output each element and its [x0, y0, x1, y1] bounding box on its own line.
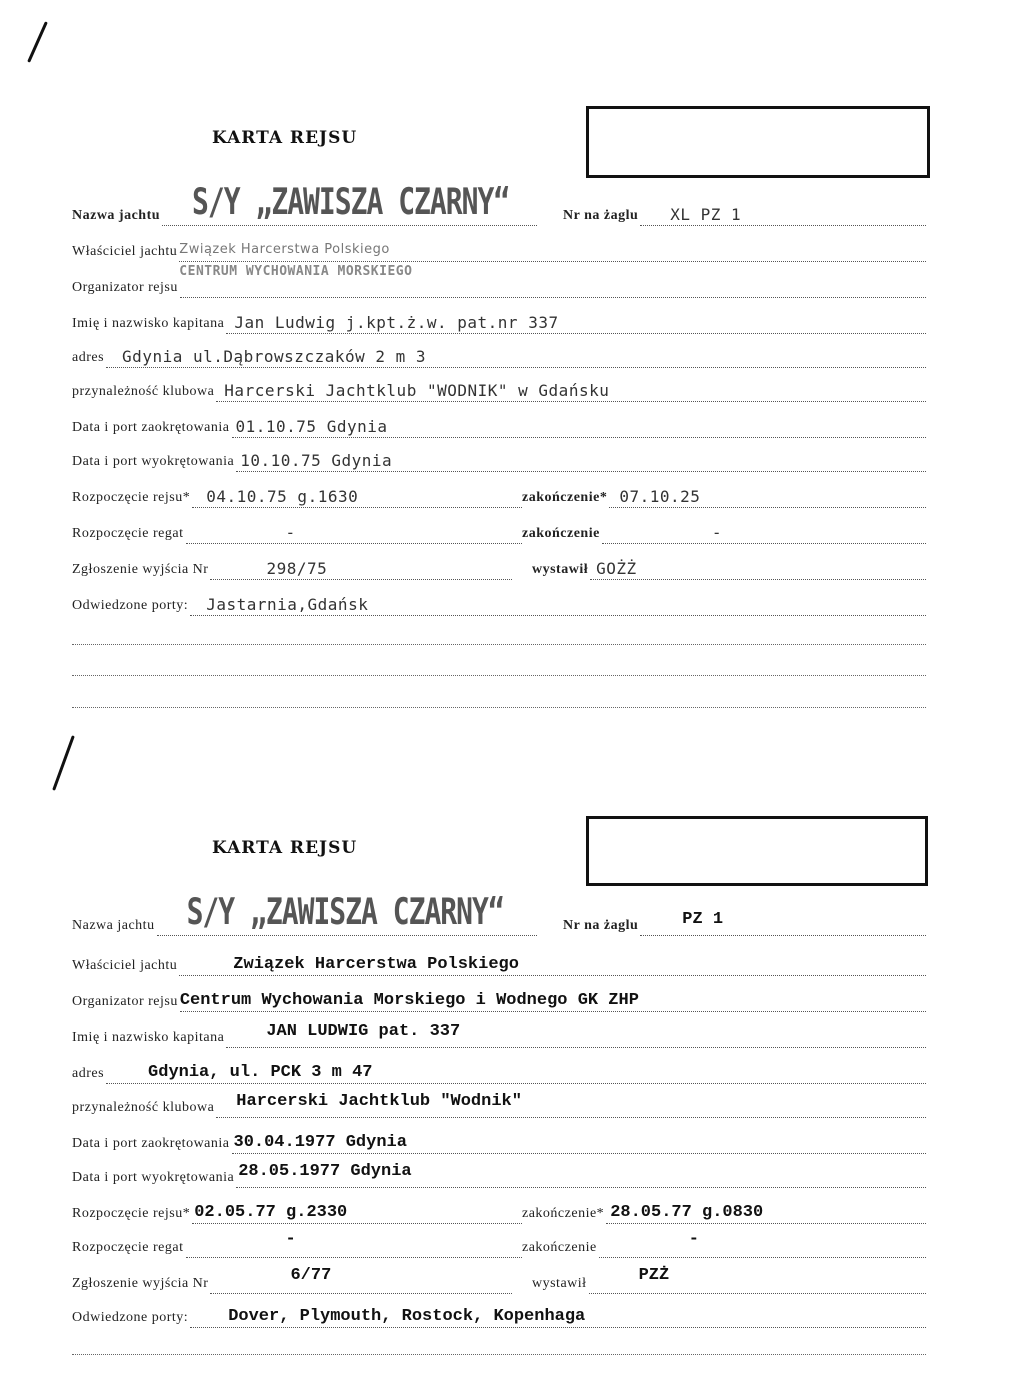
cruise-dates-row — [72, 482, 926, 508]
address-field — [106, 341, 926, 368]
owner-value: Związek Harcerstwa Polskiego — [233, 955, 519, 974]
owner-field — [179, 235, 926, 279]
regatta-end-field — [602, 517, 926, 544]
departure-no-label: Zgłoszenie wyjścia Nr — [72, 562, 209, 577]
disembark-value: 28.05.1977 Gdynia — [238, 1162, 412, 1181]
disembark-field — [236, 445, 926, 472]
club-label: przynależność klubowa — [72, 384, 215, 399]
disembark-row — [72, 1162, 926, 1188]
regatta-row — [72, 518, 926, 544]
owner-field — [179, 949, 926, 976]
issued-by-value: GOŻŻ — [596, 559, 637, 578]
disembark-field — [236, 1161, 926, 1188]
regatta-start-value: - — [285, 523, 296, 542]
cruise-end-label: zakończenie* — [522, 1206, 605, 1221]
sail-number-value: XL PZ 1 — [670, 205, 742, 224]
departure-no-field — [210, 1267, 512, 1294]
owner-stamp-value: CENTRUM WYCHOWANIA MORSKIEGO — [179, 264, 413, 279]
yacht-name-label: Nazwa jachtu — [72, 208, 161, 223]
cruise-end-field — [606, 1197, 926, 1224]
club-label: przynależność klubowa — [72, 1100, 215, 1115]
yacht-name-label: Nazwa jachtu — [72, 918, 155, 933]
ports-row — [72, 1302, 926, 1328]
captain-value: JAN LUDWIG pat. 337 — [266, 1022, 461, 1041]
departure-no-field — [210, 553, 512, 580]
embark-row — [72, 412, 926, 438]
embark-field — [232, 411, 927, 438]
cruise-start-label: Rozpoczęcie rejsu* — [72, 1206, 191, 1221]
address-row — [72, 1058, 926, 1084]
organizer-row — [72, 272, 926, 298]
cruise-start-value: 04.10.75 g.1630 — [206, 487, 359, 506]
card-title: KARTA REJSU — [212, 838, 358, 858]
address-value: Gdynia, ul. PCK 3 m 47 — [148, 1063, 373, 1082]
cruise-card-1977 — [0, 712, 1024, 1400]
organizer-field — [180, 271, 926, 298]
yacht-name-field — [162, 180, 537, 226]
address-row — [72, 342, 926, 368]
organizer-label: Organizator rejsu — [72, 280, 178, 295]
address-label: adres — [72, 1066, 105, 1081]
issued-by-label: wystawił — [532, 562, 589, 577]
owner-row — [72, 236, 926, 279]
regatta-start-field — [186, 517, 523, 544]
cruise-start-field — [192, 1197, 522, 1224]
cruise-start-field — [192, 481, 522, 508]
captain-row — [72, 308, 926, 334]
cruise-end-value: 07.10.25 — [619, 487, 701, 506]
club-row — [72, 1092, 926, 1118]
departure-row — [72, 1268, 926, 1294]
owner-label: Właściciel jachtu — [72, 958, 178, 973]
pen-slash-mark — [52, 735, 75, 791]
sail-number-label: Nr na żaglu — [563, 918, 639, 933]
blank-line — [72, 706, 926, 708]
address-label: adres — [72, 350, 105, 365]
sail-number-field — [640, 199, 926, 226]
pen-slash-mark — [27, 21, 48, 62]
ports-field — [190, 589, 926, 616]
address-value: Gdynia ul.Dąbrowszczaków 2 m 3 — [122, 347, 427, 366]
captain-label: Imię i nazwisko kapitana — [72, 316, 225, 331]
regatta-start-field — [186, 1231, 523, 1258]
club-value: Harcerski Jachtklub "WODNIK" w Gdańsku — [224, 381, 610, 400]
disembark-label: Data i port wyokrętowania — [72, 454, 235, 469]
sail-number-label: Nr na żaglu — [563, 208, 639, 223]
regatta-start-value: - — [285, 1230, 296, 1249]
owner-row — [72, 950, 926, 976]
club-row — [72, 376, 926, 402]
organizer-label: Organizator rejsu — [72, 994, 178, 1009]
sail-number-value: PZ 1 — [682, 910, 724, 929]
club-field — [216, 375, 926, 402]
issued-by-field — [589, 1267, 926, 1294]
owner-value: Związek Harcerstwa Polskiego — [179, 242, 390, 257]
regatta-end-value: - — [711, 523, 722, 542]
ports-row — [72, 590, 926, 616]
yacht-name-row — [72, 890, 926, 936]
cruise-start-label: Rozpoczęcie rejsu* — [72, 490, 191, 505]
captain-label: Imię i nazwisko kapitana — [72, 1030, 225, 1045]
ports-value: Dover, Plymouth, Rostock, Kopenhaga — [228, 1307, 586, 1326]
embark-field — [232, 1127, 927, 1154]
cruise-end-field — [609, 481, 926, 508]
issued-by-field — [590, 553, 926, 580]
captain-field — [226, 307, 926, 334]
blank-line — [72, 674, 926, 676]
organizer-value: Centrum Wychowania Morskiego i Wodnego GK ZHP — [179, 991, 639, 1010]
departure-no-value: 6/77 — [290, 1266, 332, 1285]
regatta-end-field — [599, 1231, 926, 1258]
organizer-row — [72, 986, 926, 1012]
embark-row — [72, 1128, 926, 1154]
regatta-end-label: zakończenie — [522, 526, 600, 541]
ports-label: Odwiedzone porty: — [72, 598, 189, 613]
yacht-name-row — [72, 180, 926, 226]
owner-label: Właściciel jachtu — [72, 244, 178, 259]
disembark-row — [72, 446, 926, 472]
departure-row — [72, 554, 926, 580]
embark-value: 30.04.1977 Gdynia — [233, 1133, 407, 1152]
regatta-start-label: Rozpoczęcie regat — [72, 526, 184, 541]
ports-field — [190, 1301, 926, 1328]
regatta-end-label: zakończenie — [522, 1240, 597, 1255]
stamp-box — [586, 106, 930, 178]
issued-by-value: PZŻ — [638, 1266, 670, 1285]
sail-number-field — [640, 909, 926, 936]
departure-no-label: Zgłoszenie wyjścia Nr — [72, 1276, 209, 1291]
card-title: KARTA REJSU — [212, 128, 358, 148]
embark-label: Data i port zaokrętowania — [72, 420, 230, 435]
embark-label: Data i port zaokrętowania — [72, 1136, 230, 1151]
yacht-name-value: S/Y „ZAWISZA CZARNY“ — [186, 890, 504, 933]
regatta-end-value: - — [688, 1230, 699, 1249]
club-value: Harcerski Jachtklub "Wodnik" — [236, 1092, 522, 1111]
disembark-label: Data i port wyokrętowania — [72, 1170, 235, 1185]
captain-field — [226, 1021, 926, 1048]
cruise-start-value: 02.05.77 g.2330 — [194, 1203, 348, 1222]
stamp-box — [586, 816, 928, 886]
embark-value: 01.10.75 Gdynia — [235, 417, 388, 436]
cruise-end-label: zakończenie* — [522, 490, 608, 505]
blank-line — [72, 643, 926, 645]
cruise-dates-row — [72, 1198, 926, 1224]
issued-by-label: wystawił — [532, 1276, 587, 1291]
disembark-value: 10.10.75 Gdynia — [240, 451, 393, 470]
regatta-start-label: Rozpoczęcie regat — [72, 1240, 184, 1255]
ports-label: Odwiedzone porty: — [72, 1310, 189, 1325]
regatta-row — [72, 1232, 926, 1258]
club-field — [216, 1091, 926, 1118]
organizer-field — [180, 985, 926, 1012]
cruise-end-value: 28.05.77 g.0830 — [610, 1203, 764, 1222]
cruise-card-1975 — [0, 0, 1024, 688]
captain-value: Jan Ludwig j.kpt.ż.w. pat.nr 337 — [234, 313, 559, 332]
captain-row — [72, 1022, 926, 1048]
blank-line — [72, 1353, 926, 1355]
departure-no-value: 298/75 — [266, 559, 328, 578]
address-field — [106, 1057, 926, 1084]
ports-value: Jastarnia,Gdańsk — [206, 595, 369, 614]
yacht-name-field — [157, 890, 537, 936]
yacht-name-value: S/Y „ZAWISZA CZARNY“ — [192, 180, 510, 223]
